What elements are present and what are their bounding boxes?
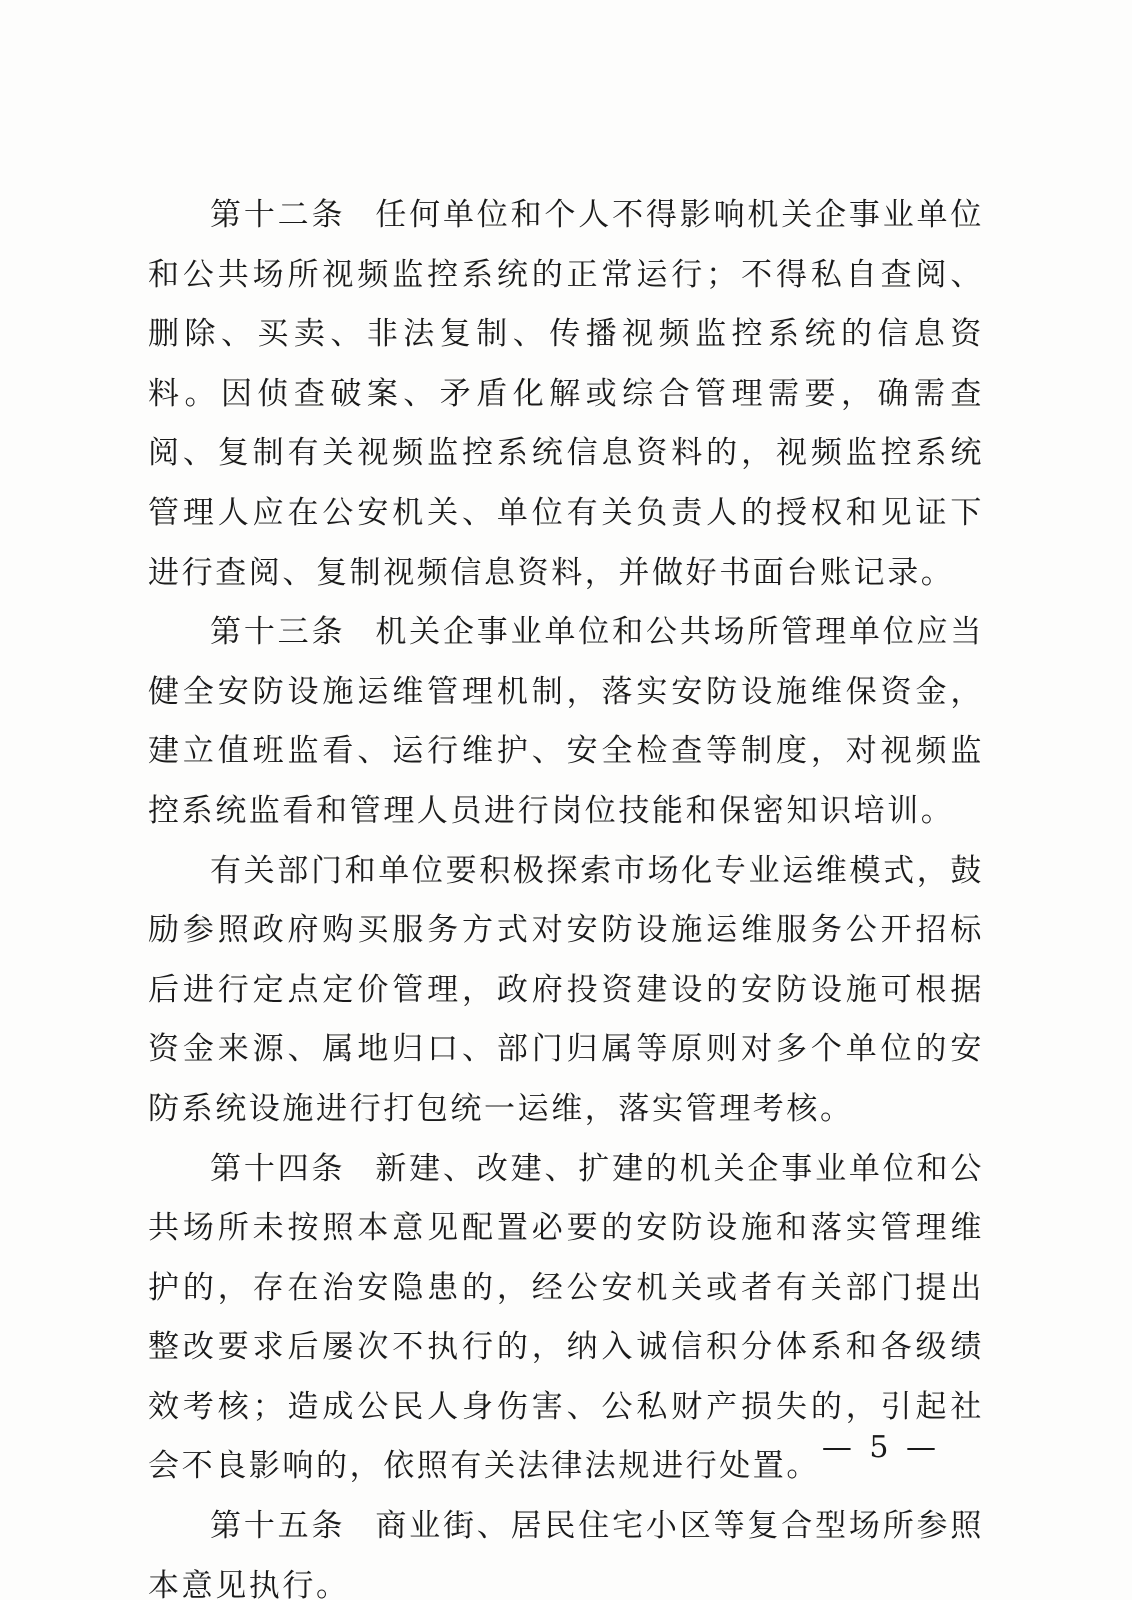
article-number: 第十二条 bbox=[210, 197, 346, 233]
article-number: 第十五条 bbox=[210, 1508, 346, 1545]
article-12-paragraph bbox=[148, 186, 984, 603]
article-text: 机关企事业单位和公共场所管理单位应当健全安防设施运维管理机制，落实安防设施维保资金，建立值班监看、运行维护、安全检查等制度，对视频监控系统监看和管理人员进行岗位技能和保密知识培训。 bbox=[148, 614, 984, 829]
article-13-paragraph bbox=[148, 603, 984, 841]
article-text: 任何单位和个人不得影响机关企事业单位和公共场所视频监控系统的正常运行；不得私自查阅、删除、买卖、非法复制、传播视频监控系统的信息资料。因侦查破案、矛盾化解或综合管理需要，确需查阅、复制有关视频监控系统信息资料的，视频监控系统管理人应在公安机关、单位有关负责人的授权和见证下进行查阅、复制视频信息资料，并做好书面台账记录。 bbox=[148, 197, 984, 591]
paragraph-text: 有关部门和单位要积极探索市场化专业运维模式，鼓励参照政府购买服务方式对安防设施运维服务公开招标后进行定点定价管理，政府投资建设的安防设施可根据资金来源、属地归口、部门归属等原则对多个单位的安防系统设施进行打包统一运维，落实管理考核。 bbox=[148, 852, 984, 1127]
article-text: 新建、改建、扩建的机关企事业单位和公共场所未按照本意见配置必要的安防设施和落实管理维护的，存在治安隐患的，经公安机关或者有关部门提出整改要求后屡次不执行的，纳入诚信积分体系和各级绩效考核；造成公民人身伤害、公私财产损失的，引起社会不良影响的，依照有关法律法规进行处置。 bbox=[148, 1150, 984, 1485]
page-number: — 5 — bbox=[821, 1430, 940, 1465]
article-13-continuation-paragraph bbox=[148, 842, 984, 1140]
article-number: 第十三条 bbox=[210, 614, 346, 651]
article-number: 第十四条 bbox=[210, 1150, 346, 1187]
article-text: 商业街、居民住宅小区等复合型场所参照本意见执行。 bbox=[148, 1508, 984, 1604]
document-body bbox=[148, 186, 984, 1616]
article-15-paragraph bbox=[148, 1497, 984, 1616]
